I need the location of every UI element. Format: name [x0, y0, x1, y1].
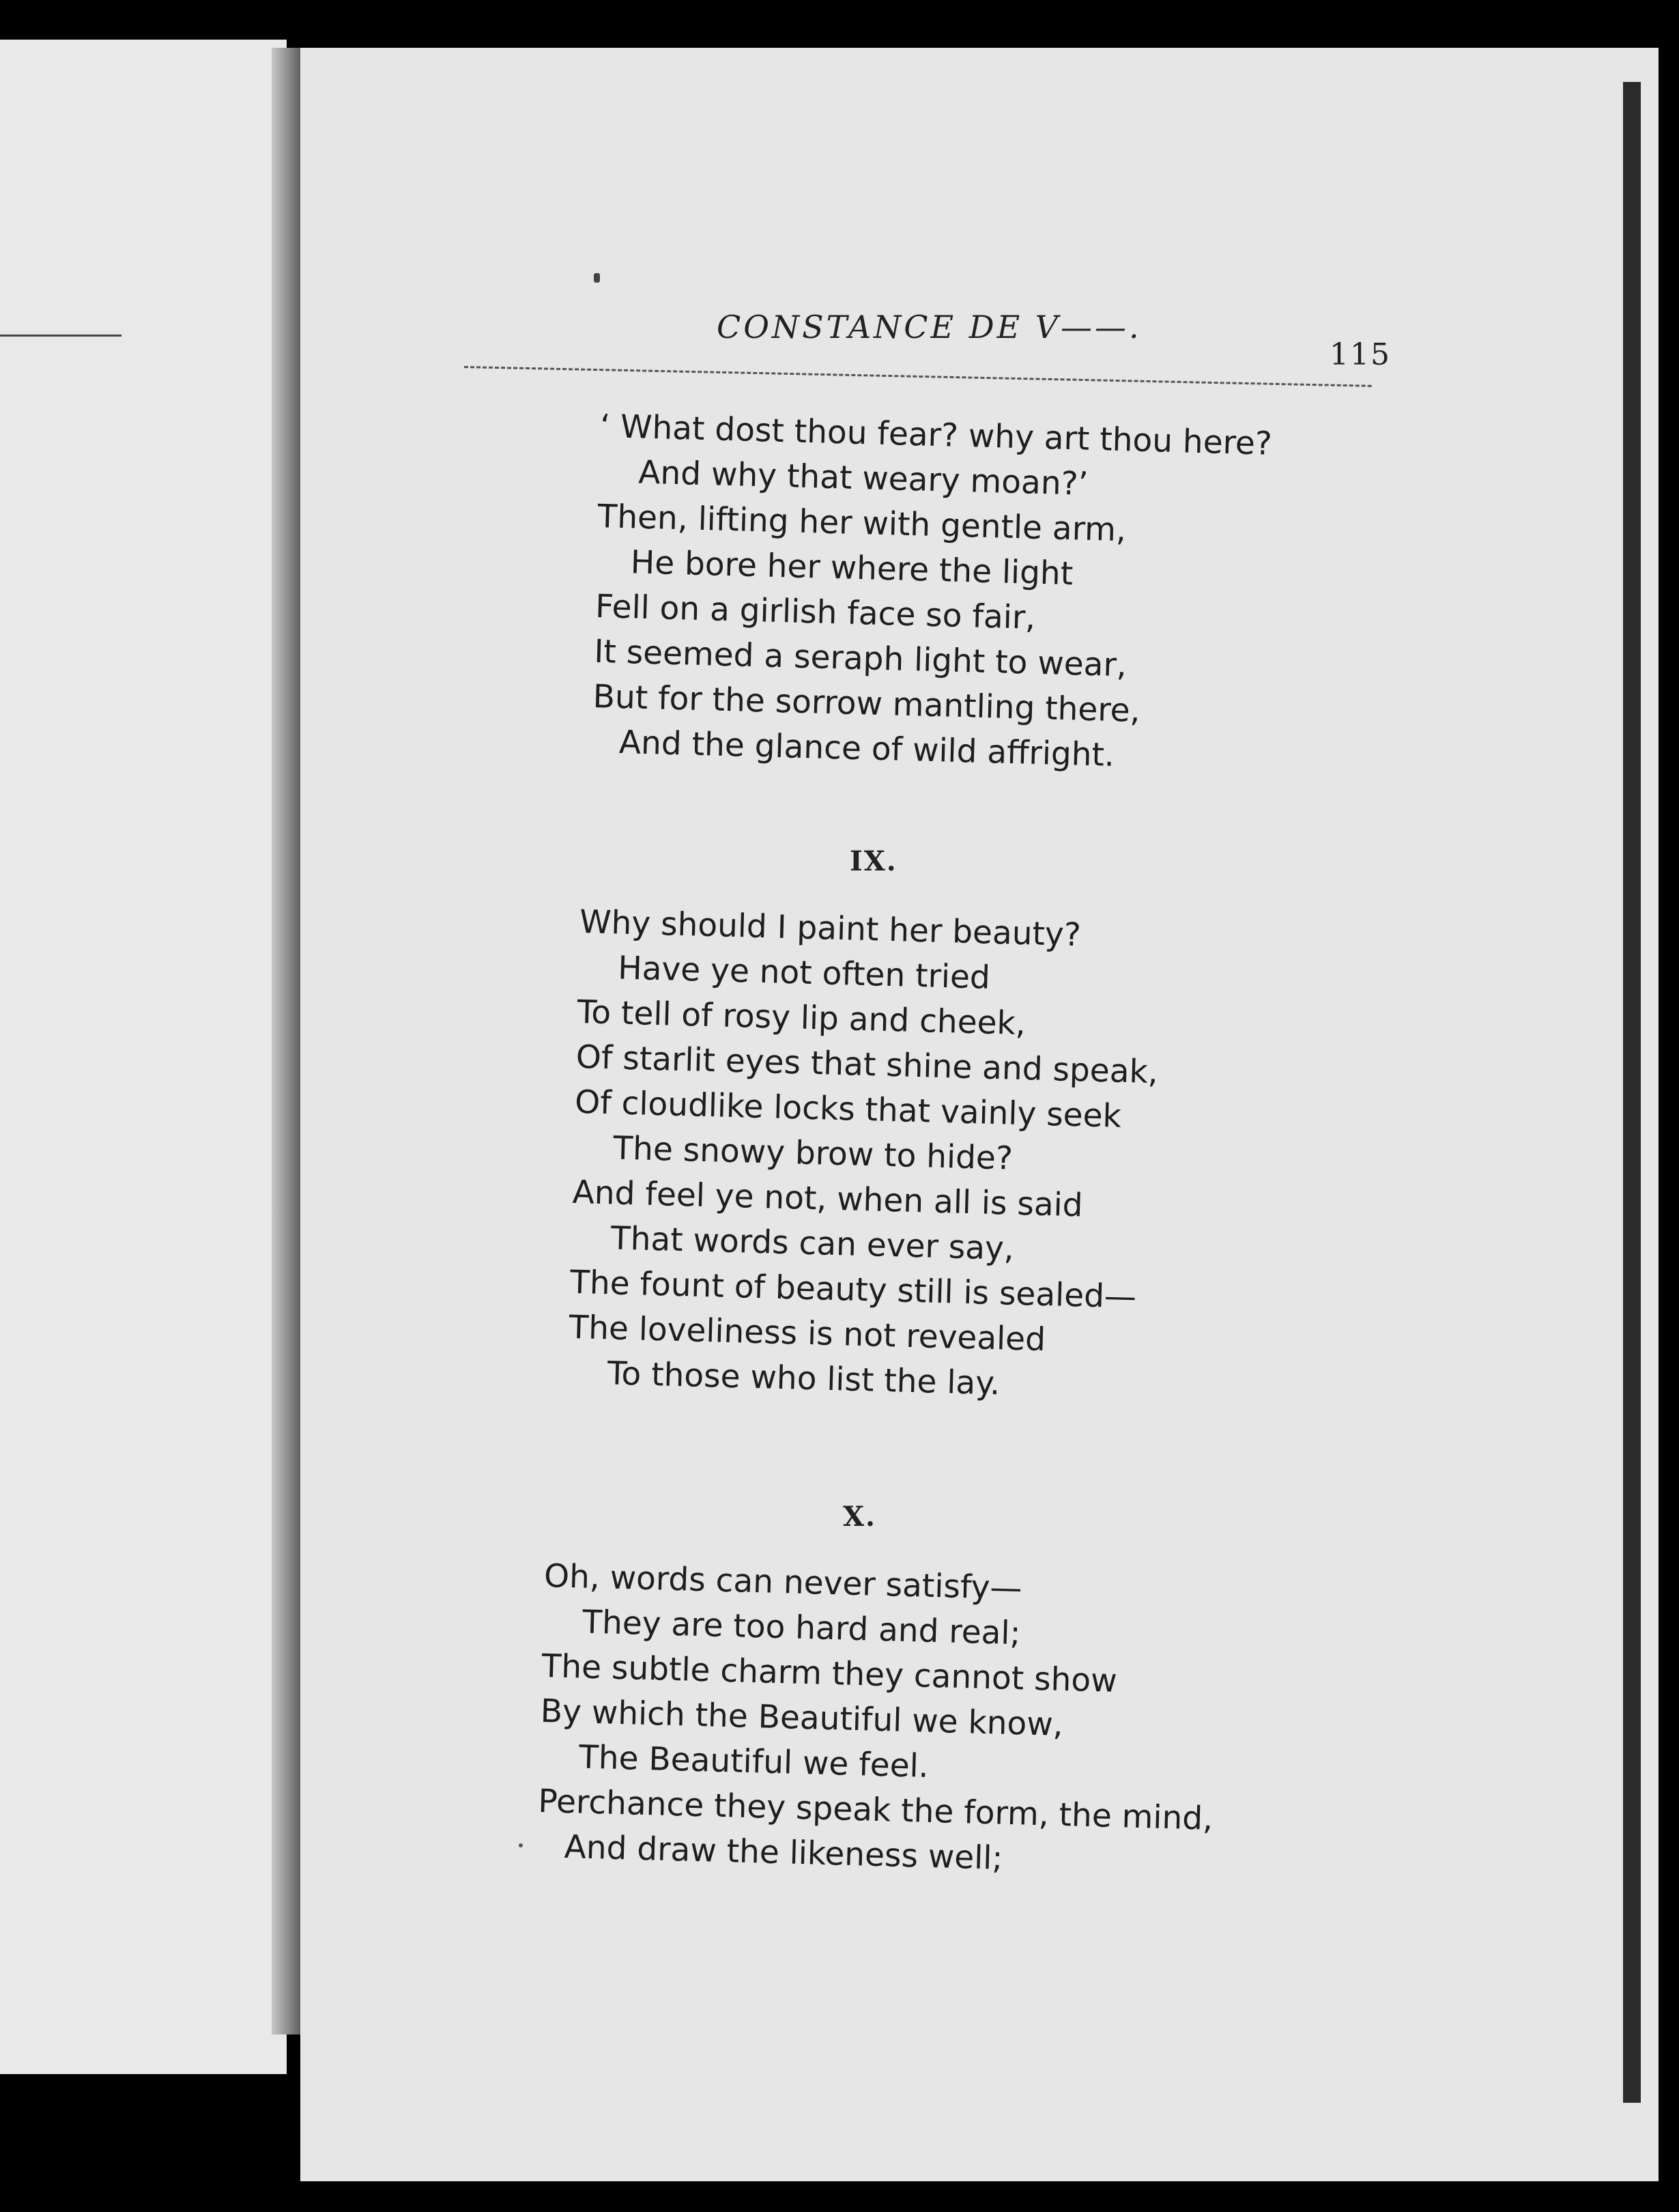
- verse-line: It seemed a seraph light to wear,: [593, 632, 1128, 685]
- verse-line: By which the Beautiful we know,: [540, 1692, 1064, 1744]
- stanza-x: [536, 1554, 1220, 1887]
- verse-line: They are too hard and real;: [582, 1603, 1022, 1653]
- verse-line: To those who list the lay.: [607, 1355, 1001, 1403]
- verse-line: And draw the likeness well;: [564, 1828, 1003, 1877]
- stanza-viii-continued: [591, 404, 1272, 782]
- verse-line: And why that weary moan?’: [637, 453, 1089, 503]
- verse-line: Perchance they speak the form, the mind,: [537, 1782, 1214, 1838]
- verse-line: But for the sorrow mantling there,: [592, 677, 1141, 730]
- verse-line: Of cloudlike locks that vainly seek: [574, 1083, 1122, 1135]
- verse-line: Fell on a girlish face so fair,: [594, 587, 1036, 637]
- ink-dot: [519, 1843, 523, 1847]
- verse-line: The fount of beauty still is sealed—: [569, 1263, 1137, 1316]
- verse-line: Of starlit eyes that shine and speak,: [575, 1038, 1159, 1092]
- verse-line: The snowy brow to hide?: [612, 1129, 1014, 1178]
- verse-line: The Beautiful we feel.: [578, 1738, 930, 1785]
- stanza-numeral-x: X.: [843, 1501, 876, 1533]
- stanza-ix: [567, 900, 1162, 1410]
- verse-line: Why should I paint her beauty?: [579, 903, 1082, 954]
- verse-line: The subtle charm they cannot show: [541, 1647, 1118, 1701]
- verse-line: To tell of rosy lip and cheek,: [576, 993, 1027, 1043]
- verse-line: ‘ What dost thou fear? why art thou here?: [599, 407, 1273, 463]
- verse-line: And feel ye not, when all is said: [572, 1173, 1084, 1225]
- verse-line: Have ye not often tried: [617, 949, 991, 997]
- verse-line: Oh, words can never satisfy—: [543, 1557, 1023, 1608]
- ink-speck: [594, 273, 600, 283]
- stanza-numeral-ix: IX.: [850, 845, 898, 877]
- page-number: 115: [1330, 337, 1391, 372]
- verse-line: That words can ever say,: [610, 1219, 1015, 1268]
- verse-line: And the glance of wild affright.: [618, 723, 1115, 774]
- header-rule: [464, 366, 1372, 387]
- running-head-title: CONSTANCE DE V——.: [717, 309, 1142, 345]
- verse-line: Then, lifting her with gentle arm,: [597, 497, 1127, 550]
- verse-line: He bore her where the light: [630, 543, 1074, 593]
- verse-line: The loveliness is not revealed: [568, 1308, 1046, 1359]
